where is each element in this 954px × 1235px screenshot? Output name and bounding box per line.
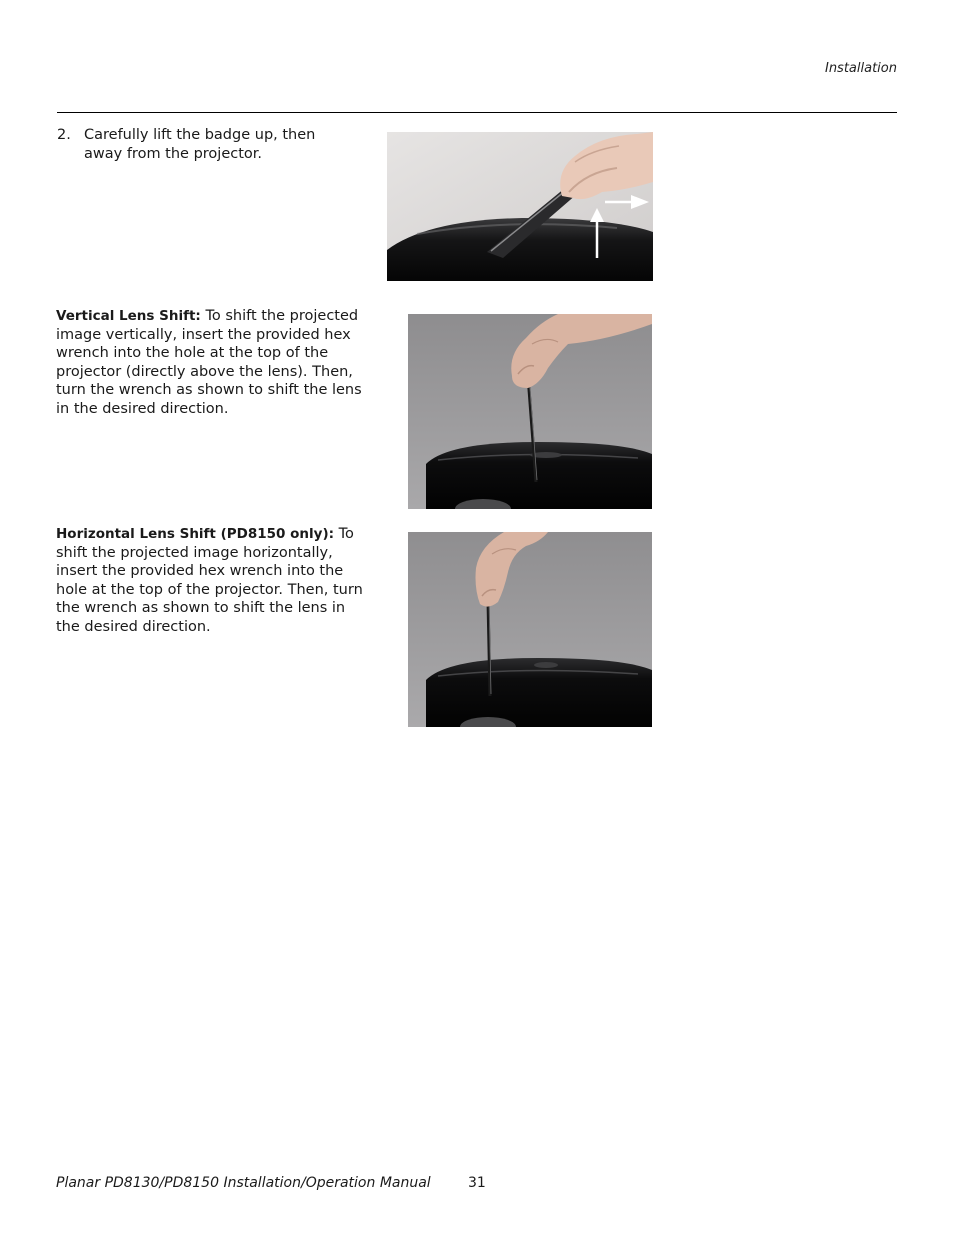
header-divider	[57, 112, 897, 113]
vertical-lens-shift-paragraph	[56, 307, 366, 419]
step-number: 2.	[57, 127, 71, 143]
step-2	[57, 126, 357, 164]
badge-removal-photo	[387, 132, 653, 281]
vertical-lens-shift-text: To shift the projected image vertically, insert the provided hex wrench into the hole at the top of the projector (directly above the lens). Then, turn the wrench as shown to shift the lens in the desired direction.	[56, 308, 362, 417]
horizontal-lens-shift-label: Horizontal Lens Shift (PD8150 only):	[56, 526, 335, 542]
step-text: Carefully lift the badge up, then away from the projector.	[84, 127, 316, 162]
vertical-lens-shift-label: Vertical Lens Shift:	[56, 308, 201, 324]
horizontal-lens-shift-photo	[408, 532, 652, 727]
horizontal-lens-shift-text: To shift the projected image horizontally, insert the provided hex wrench into the hole at the top of the projector. Then, turn the wrench as shown to shift the lens in the desired direction.	[56, 526, 363, 635]
footer-manual-title: Planar PD8130/PD8150 Installation/Operation Manual	[56, 1175, 431, 1191]
footer-page-number: 31	[468, 1175, 486, 1191]
horizontal-lens-shift-paragraph	[56, 525, 366, 637]
vertical-lens-shift-photo	[408, 314, 652, 509]
running-header: Installation	[824, 61, 897, 76]
